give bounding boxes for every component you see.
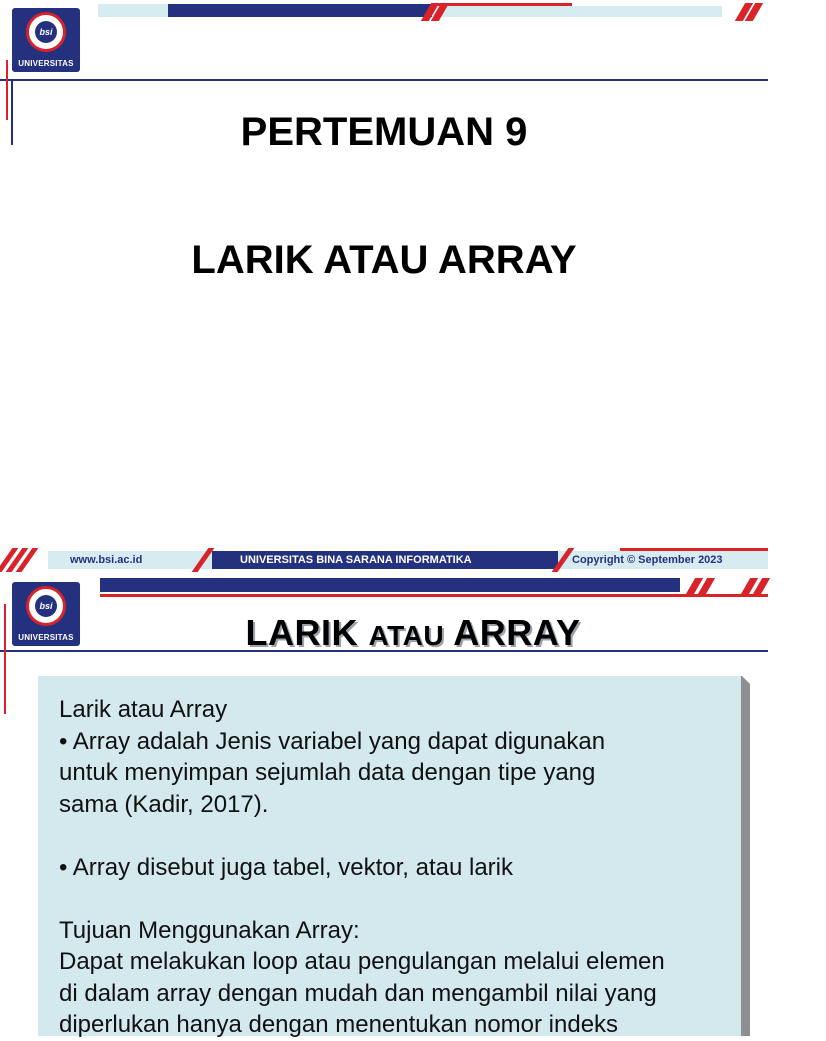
content-line: Dapat melakukan loop atau pengulangan melalui elemen: [59, 948, 665, 975]
slide-heading: [0, 612, 826, 654]
heading-part: LARIK: [245, 612, 369, 653]
header-rule: [0, 79, 768, 81]
spacer: [59, 820, 739, 852]
logo-mark: bsi: [35, 595, 57, 617]
content-line: di dalam array dengan mudah dan mengambil nilai yang: [59, 979, 657, 1007]
footer-url: www.bsi.ac.id: [70, 554, 143, 566]
university-logo: [12, 8, 80, 72]
heading-part: ARRAY: [444, 612, 581, 653]
meeting-title: PERTEMUAN 9: [240, 110, 528, 154]
content-panel: [38, 676, 750, 1036]
footer-copyright: Copyright © September 2023: [572, 554, 723, 566]
slide-footer: [0, 548, 768, 572]
content-text: [59, 694, 739, 1041]
header-band-red: [100, 594, 768, 597]
header-band-teal-right: [432, 6, 722, 17]
logo-mark: bsi: [35, 21, 57, 43]
content-line: untuk menyimpan sejumlah data dengan tipe yang: [59, 759, 596, 786]
logo-emblem: [26, 12, 66, 52]
content-line: • Array adalah Jenis variabel yang dapat digunakan: [59, 727, 606, 755]
content-line: • Array disebut juga tabel, vektor, atau larik: [59, 853, 513, 881]
header-band-blue: [100, 578, 680, 592]
heading-part: ATAU: [368, 620, 445, 651]
header-band-blue: [168, 4, 432, 17]
content-line: Tujuan Menggunakan Array:: [59, 916, 360, 944]
topic-title: LARIK ATAU ARRAY: [191, 238, 577, 282]
content-line: Larik atau Array: [59, 696, 228, 723]
content-line: sama (Kadir, 2017).: [59, 790, 269, 818]
content-line: diperlukan hanya dengan menentukan nomor indeks: [59, 1011, 619, 1038]
logo-caption: UNIVERSITAS: [18, 633, 74, 642]
title-slide: [0, 0, 768, 545]
content-slide: [0, 574, 768, 1038]
footer-band-red: [620, 548, 768, 551]
header-band-teal: [98, 4, 170, 17]
footer-university: UNIVERSITAS BINA SARANA INFORMATIKA: [240, 554, 472, 566]
logo-caption: UNIVERSITAS: [18, 59, 74, 68]
spacer: [59, 883, 739, 915]
